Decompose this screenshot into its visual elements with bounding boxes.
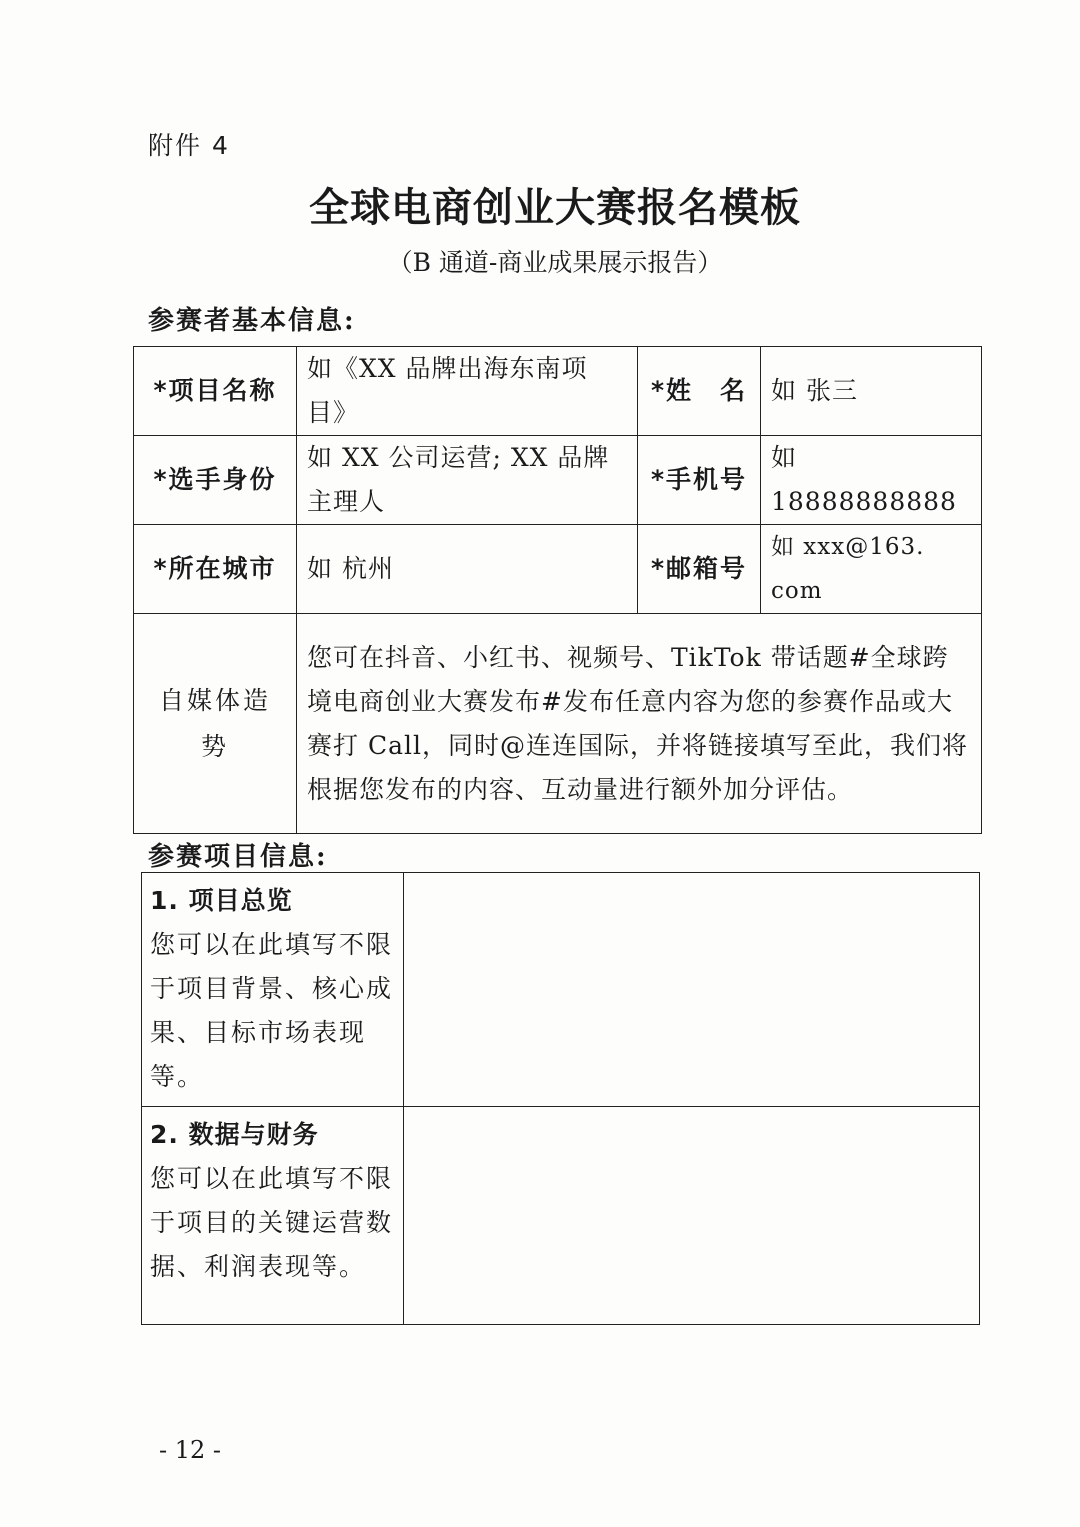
media-field[interactable]: 您可在抖音、小红书、视频号、TikTok 带话题#全球跨境电商创业大赛发布#发布任意内容为您的参赛作品或大赛打 Call，同时@连连国际，并将链接填写至此，我们将根据您发布的内容、互动量进行额外加分评估。 bbox=[297, 614, 982, 834]
data-finance-description: 您可以在此填写不限于项目的关键运营数据、利润表现等。 bbox=[150, 1164, 394, 1281]
page-number: - 12 - bbox=[158, 1436, 221, 1464]
table-row bbox=[134, 347, 982, 436]
project-name-label: *项目名称 bbox=[134, 347, 297, 436]
phone-label: *手机号 bbox=[638, 436, 761, 525]
media-label-text: 自媒体造势 bbox=[159, 685, 272, 761]
project-overview-field[interactable] bbox=[404, 873, 980, 1107]
basic-info-table bbox=[133, 346, 982, 834]
document-subtitle: （B 通道-商业成果展示报告） bbox=[387, 248, 723, 277]
project-info-heading: 参赛项目信息: bbox=[148, 842, 328, 872]
name-field[interactable]: 如 张三 bbox=[761, 347, 982, 436]
table-row bbox=[134, 436, 982, 525]
project-info-table bbox=[141, 872, 980, 1325]
table-row bbox=[134, 525, 982, 614]
table-row bbox=[134, 614, 982, 834]
document-title: 全球电商创业大赛报名模板 bbox=[309, 185, 801, 231]
data-finance-title: 2. 数据与财务 bbox=[150, 1120, 319, 1149]
project-overview-description: 您可以在此填写不限于项目背景、核心成果、目标市场表现等。 bbox=[150, 930, 394, 1091]
project-overview-title: 1. 项目总览 bbox=[150, 886, 293, 915]
basic-info-heading: 参赛者基本信息: bbox=[148, 306, 356, 336]
media-label bbox=[134, 614, 297, 834]
identity-field[interactable]: 如 XX 公司运营; XX 品牌主理人 bbox=[297, 436, 638, 525]
email-label: *邮箱号 bbox=[638, 525, 761, 614]
attachment-label: 附件 4 bbox=[148, 131, 230, 160]
data-finance-field[interactable] bbox=[404, 1107, 980, 1325]
city-field[interactable]: 如 杭州 bbox=[297, 525, 638, 614]
data-finance-cell bbox=[142, 1107, 404, 1325]
table-row bbox=[142, 873, 980, 1107]
email-field[interactable]: 如 xxx@163. com bbox=[761, 525, 982, 614]
project-overview-cell bbox=[142, 873, 404, 1107]
phone-field[interactable]: 如 18888888888 bbox=[761, 436, 982, 525]
table-row bbox=[142, 1107, 980, 1325]
city-label: *所在城市 bbox=[134, 525, 297, 614]
project-name-field[interactable]: 如《XX 品牌出海东南项目》 bbox=[297, 347, 638, 436]
name-label: *姓 名 bbox=[638, 347, 761, 436]
identity-label: *选手身份 bbox=[134, 436, 297, 525]
